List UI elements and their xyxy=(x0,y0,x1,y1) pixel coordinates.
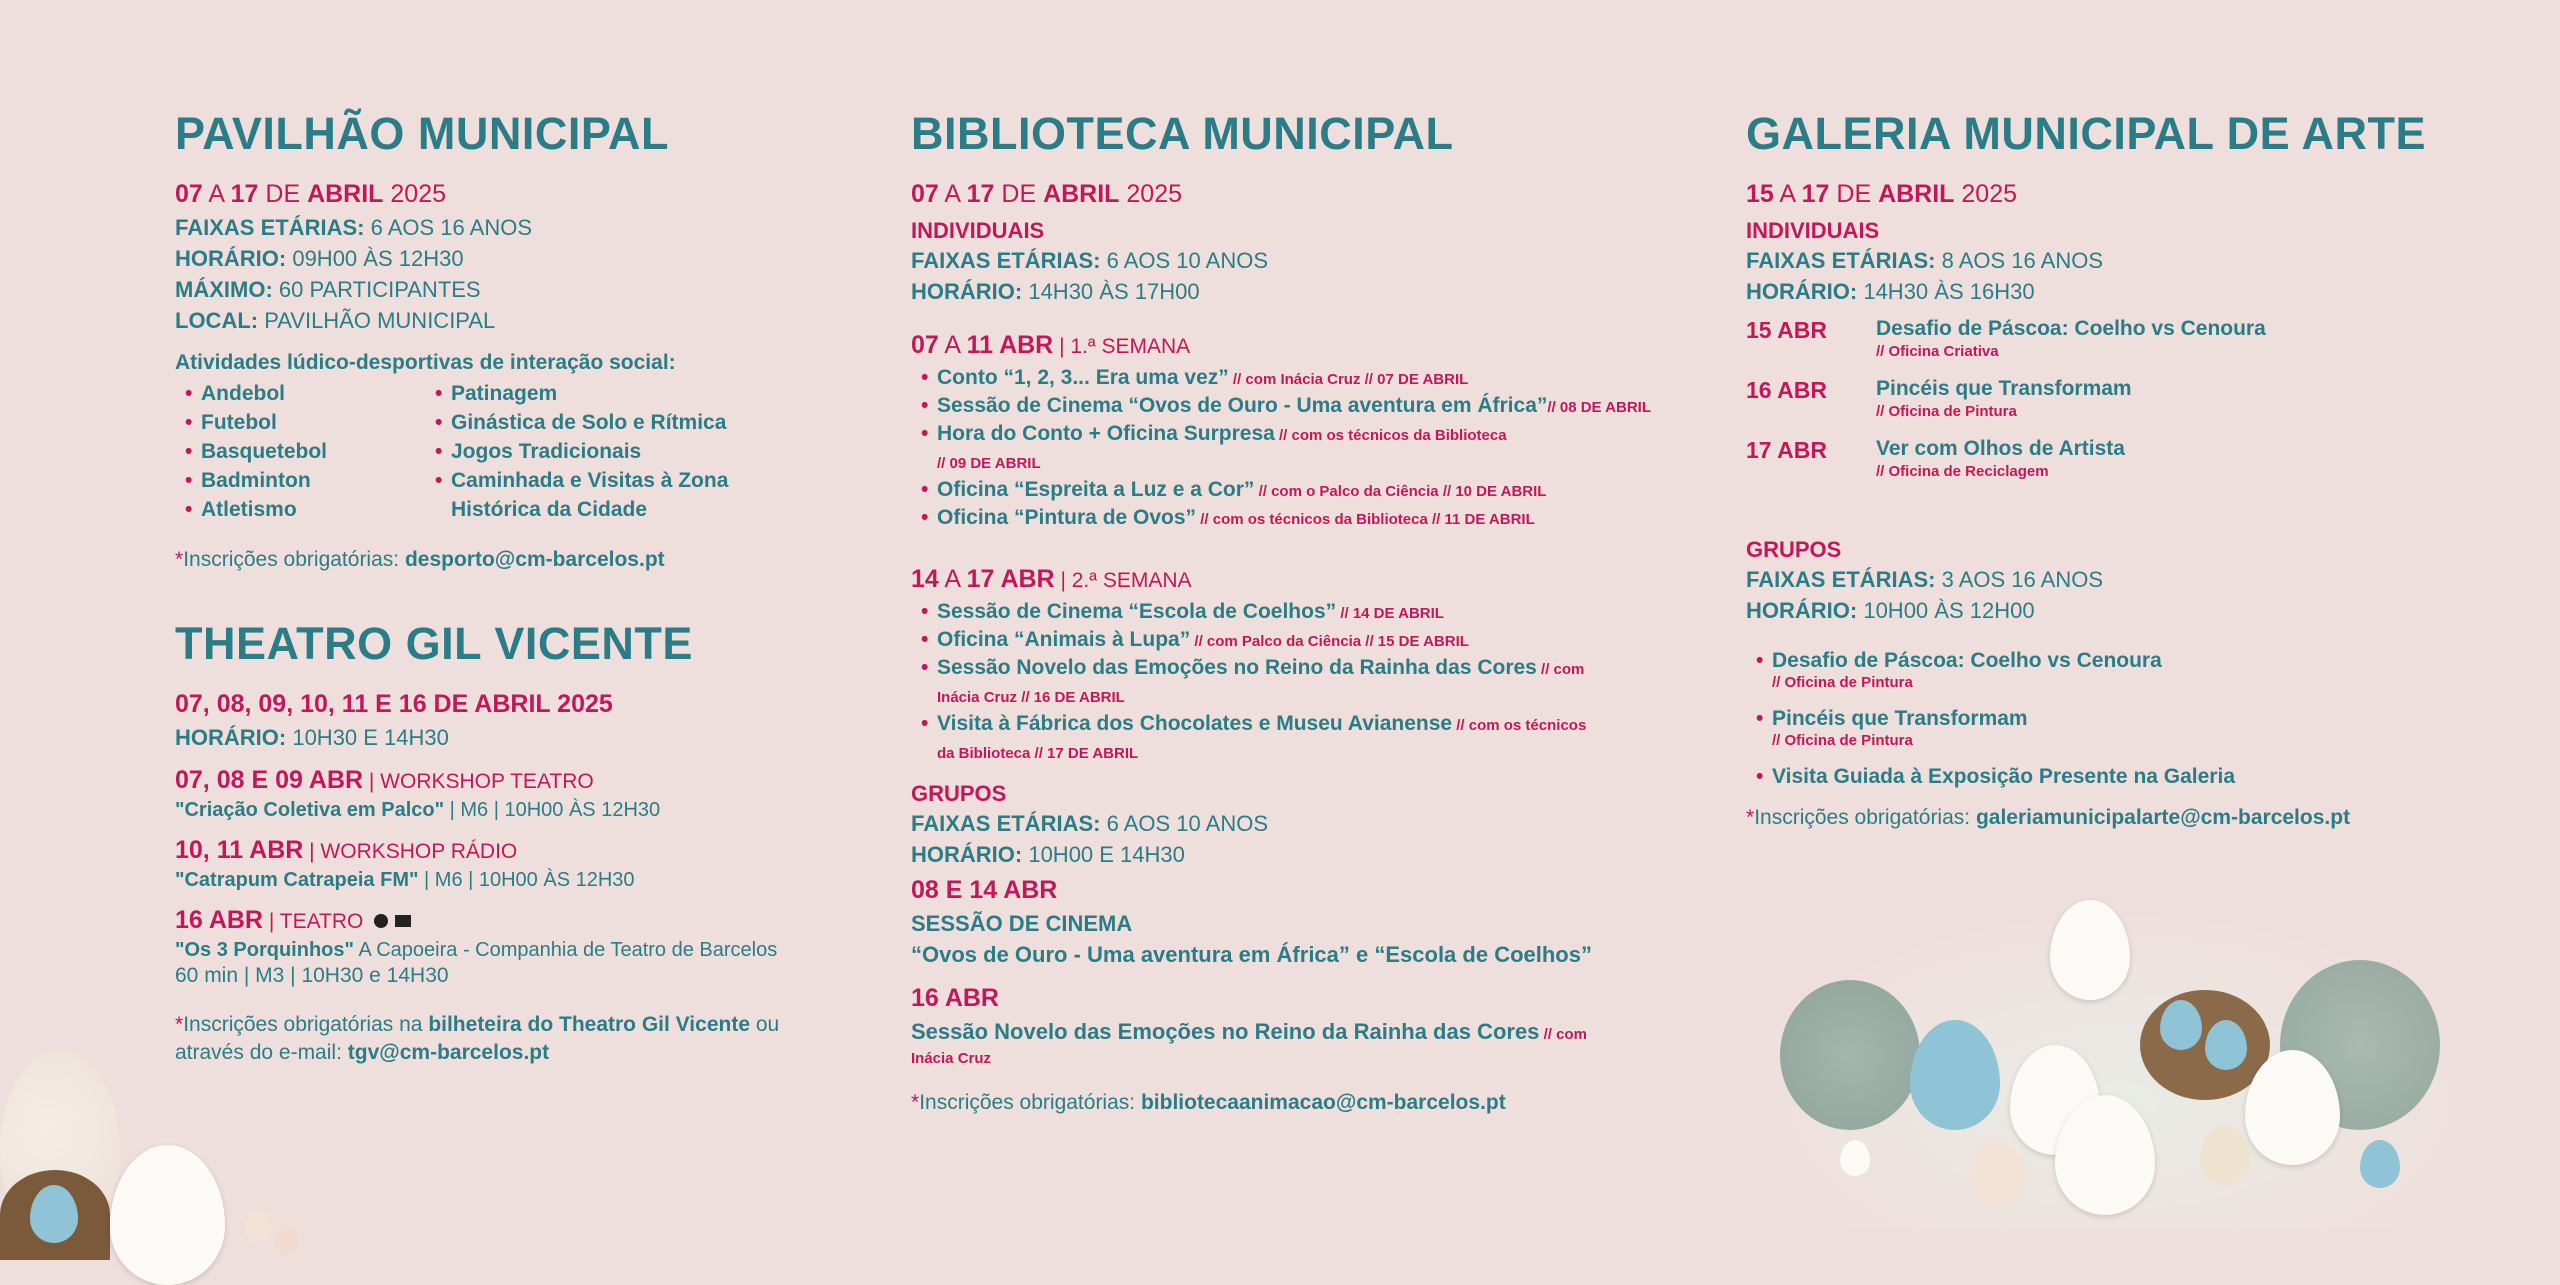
galeria-activity xyxy=(1746,375,2446,421)
theatro-inscricoes: *Inscrições obrigatórias na bilheteira do Theatro Gil Vicente ou através do e-mail: tgv@cm-barcelos.pt xyxy=(175,1013,780,1064)
activity-date: 16 ABR xyxy=(1746,377,1827,403)
novelo-date: 16 ABR xyxy=(911,984,999,1012)
grupo-activity xyxy=(1756,648,2446,692)
sport-item: • Andebol xyxy=(185,379,425,408)
activity-title: Visita Guiada à Exposição Presente na Galeria xyxy=(1772,765,2235,788)
accessibility-icon xyxy=(374,914,388,928)
activity-title: Desafio de Páscoa: Coelho vs Cenoura xyxy=(1772,649,2162,672)
sport-item: • Ginástica de Solo e Rítmica xyxy=(435,408,728,437)
grupo-activity xyxy=(1756,706,2446,750)
activity-item xyxy=(921,711,1651,767)
activity-detail: // Oficina de Pintura xyxy=(1876,403,2017,420)
sport-item: • Atletismo xyxy=(185,495,425,524)
activity-title: Pincéis que Transformam xyxy=(1876,377,2132,400)
pavilhao-column xyxy=(175,108,875,1067)
activity-item xyxy=(921,627,1651,655)
sport-item: • Patinagem xyxy=(435,379,728,408)
sports-list xyxy=(175,379,875,524)
activity-item xyxy=(921,505,1651,533)
novelo-sub: Inácia Cruz xyxy=(911,1050,992,1067)
white-gold-egg xyxy=(110,1145,225,1285)
small-egg xyxy=(1840,1140,1870,1176)
activity-detail: // Oficina Criativa xyxy=(1876,343,1999,360)
activity-title: Pincéis que Transformam xyxy=(1772,707,2028,730)
activity-title: Desafio de Páscoa: Coelho vs Cenoura xyxy=(1876,317,2266,340)
blue-egg xyxy=(30,1185,78,1243)
teatro-heading: 16 ABR | TEATRO xyxy=(175,905,875,937)
pavilhao-horario: HORÁRIO: 09H00 ÀS 12H30 xyxy=(175,246,464,271)
activity-detail-2: da Biblioteca // 17 DE ABRIL xyxy=(937,745,1139,762)
activity-detail: // com Inácia Cruz // 07 DE ABRIL xyxy=(1228,371,1469,388)
activity-item xyxy=(921,655,1651,711)
galeria-activity xyxy=(1746,435,2446,481)
leaves-decoration xyxy=(1780,980,1920,1130)
activity-item xyxy=(921,599,1651,627)
activity-item xyxy=(921,393,1651,421)
biblioteca-title: BIBLIOTECA MUNICIPAL xyxy=(911,108,1454,159)
sport-item: • Futebol xyxy=(185,408,425,437)
galeria-grupos-list xyxy=(1746,648,2446,790)
activity-detail: // com os técnicos da Biblioteca // 11 DE ABRIL xyxy=(1196,511,1535,528)
teatro-details: "Os 3 Porquinhos" A Capoeira - Companhia de Teatro de Barcelos xyxy=(175,939,778,961)
pavilhao-local: LOCAL: PAVILHÃO MUNICIPAL xyxy=(175,308,496,333)
activity-detail: // com os técnicos xyxy=(1452,717,1587,734)
galeria-g-faixas: FAIXAS ETÁRIAS: 3 AOS 16 ANOS xyxy=(1746,567,2104,592)
activity-detail: // com Palco da Ciência // 15 DE ABRIL xyxy=(1190,633,1469,650)
theatro-title: THEATRO GIL VICENTE xyxy=(175,618,693,669)
activity-detail: // 08 DE ABRIL xyxy=(1547,399,1652,416)
galeria-activity xyxy=(1746,315,2446,361)
activity-detail-2: // 09 DE ABRIL xyxy=(937,455,1041,472)
activity-detail: // com os técnicos da Biblioteca xyxy=(1274,427,1507,444)
small-egg xyxy=(275,1225,299,1255)
pavilhao-faixas: FAIXAS ETÁRIAS: 6 AOS 16 ANOS xyxy=(175,215,533,240)
activity-title: Oficina “Pintura de Ovos” xyxy=(937,506,1197,529)
galeria-email-link[interactable]: galeriamunicipalarte@cm-barcelos.pt xyxy=(1975,806,2351,829)
workshop-teatro-details: "Criação Coletiva em Palco" | M6 | 10H00 ÀS 12H30 xyxy=(175,799,661,821)
theatro-horario: HORÁRIO: 10H30 E 14H30 xyxy=(175,725,449,750)
theatro-email-link[interactable]: tgv@cm-barcelos.pt xyxy=(347,1041,550,1064)
activity-title: Oficina “Animais à Lupa” xyxy=(937,628,1191,651)
biblioteca-horario: HORÁRIO: 14H30 ÀS 17H00 xyxy=(911,279,1200,304)
blue-egg xyxy=(2160,1000,2202,1050)
activity-body xyxy=(1876,435,2125,481)
blue-egg xyxy=(2360,1140,2400,1188)
activity-title: Ver com Olhos de Artista xyxy=(1876,437,2125,460)
grupo-activity xyxy=(1756,764,2446,790)
activity-title: Conto “1, 2, 3... Era uma vez” xyxy=(937,366,1229,389)
galeria-faixas: FAIXAS ETÁRIAS: 8 AOS 16 ANOS xyxy=(1746,248,2104,273)
easter-eggs-image-right xyxy=(1740,870,2500,1249)
pavilhao-maximo: MÁXIMO: 60 PARTICIPANTES xyxy=(175,277,481,302)
sport-item: • Basquetebol xyxy=(185,437,425,466)
small-egg xyxy=(245,1210,271,1242)
activity-detail: // Oficina de Pintura xyxy=(1772,732,1913,749)
blue-egg xyxy=(2205,1020,2247,1070)
galeria-dates: 15 A 17 DE ABRIL 2025 xyxy=(1746,180,2018,208)
biblioteca-inscricoes: *Inscrições obrigatórias: bibliotecaanimacao@cm-barcelos.pt xyxy=(911,1091,1506,1114)
biblioteca-g-horario: HORÁRIO: 10H00 E 14H30 xyxy=(911,842,1185,867)
semana2-heading: 14 A 17 ABR | 2.ª SEMANA xyxy=(911,565,1192,593)
workshop-teatro-heading: 07, 08 E 09 ABR | WORKSHOP TEATRO xyxy=(175,766,594,794)
activity-title: Sessão de Cinema “Escola de Coelhos” xyxy=(937,600,1337,623)
biblioteca-dates: 07 A 17 DE ABRIL 2025 xyxy=(911,180,1183,208)
galeria-horario: HORÁRIO: 14H30 ÀS 16H30 xyxy=(1746,279,2035,304)
atividades-title: Atividades lúdico-desportivas de interação social: xyxy=(175,351,676,374)
activity-title: Hora do Conto + Oficina Surpresa xyxy=(937,422,1275,445)
sport-item: • Caminhada e Visitas à Zona xyxy=(435,466,728,495)
semana1-list xyxy=(911,365,1651,533)
activity-title: Visita à Fábrica dos Chocolates e Museu Avianense xyxy=(937,712,1453,735)
cinema-title: SESSÃO DE CINEMA xyxy=(911,911,1133,936)
galeria-g-horario: HORÁRIO: 10H00 ÀS 12H00 xyxy=(1746,598,2035,623)
activity-detail: // 14 DE ABRIL xyxy=(1336,605,1444,622)
semana1-heading: 07 A 11 ABR | 1.ª SEMANA xyxy=(911,331,1191,359)
semana2-list xyxy=(911,599,1651,767)
activity-detail-2: Inácia Cruz // 16 DE ABRIL xyxy=(937,689,1125,706)
novelo-desc: Sessão Novelo das Emoções no Reino da Rainha das Cores // com xyxy=(911,1019,1587,1044)
activity-item xyxy=(921,421,1651,477)
sport-item-continuation: Histórica da Cidade xyxy=(451,498,648,521)
galeria-column xyxy=(1746,108,2446,832)
easter-eggs-image-left xyxy=(0,1010,320,1249)
sign-language-icon xyxy=(395,915,411,927)
sport-item: • Jogos Tradicionais xyxy=(435,437,728,466)
pavilhao-email-link[interactable]: desporto@cm-barcelos.pt xyxy=(404,548,665,571)
biblioteca-g-faixas: FAIXAS ETÁRIAS: 6 AOS 10 ANOS xyxy=(911,811,1269,836)
activity-body xyxy=(1876,375,2132,421)
pavilhao-dates: 07 A 17 DE ABRIL 2025 xyxy=(175,180,447,208)
galeria-inscricoes: *Inscrições obrigatórias: galeriamunicipalarte@cm-barcelos.pt xyxy=(1746,806,2351,829)
galeria-title: GALERIA MUNICIPAL DE ARTE xyxy=(1746,108,2427,159)
biblioteca-individuais: INDIVIDUAIS xyxy=(911,218,1045,243)
biblioteca-grupos: GRUPOS xyxy=(911,781,1007,806)
biblioteca-column xyxy=(911,108,1651,1117)
biblioteca-email-link[interactable]: bibliotecaanimacao@cm-barcelos.pt xyxy=(1140,1091,1506,1114)
activity-date: 15 ABR xyxy=(1746,317,1827,343)
pavilhao-title: PAVILHÃO MUNICIPAL xyxy=(175,108,669,159)
activity-title: Oficina “Espreita a Luz e a Cor” xyxy=(937,478,1255,501)
workshop-radio-heading: 10, 11 ABR | WORKSHOP RÁDIO xyxy=(175,836,518,864)
cinema-desc: “Ovos de Ouro - Uma aventura em África” e “Escola de Coelhos” xyxy=(911,942,1592,967)
activity-item xyxy=(921,365,1651,393)
pavilhao-inscricoes: *Inscrições obrigatórias: desporto@cm-barcelos.pt xyxy=(175,548,665,571)
speckled-egg xyxy=(2200,1125,2250,1185)
galeria-activities xyxy=(1746,315,2446,481)
cinema-date: 08 E 14 ABR xyxy=(911,876,1058,904)
sport-item: • Badminton xyxy=(185,466,425,495)
activity-detail: // Oficina de Pintura xyxy=(1772,674,1913,691)
activity-title: Sessão de Cinema “Ovos de Ouro - Uma aventura em África” xyxy=(937,394,1548,417)
activity-date: 17 ABR xyxy=(1746,437,1827,463)
theatro-dates: 07, 08, 09, 10, 11 E 16 DE ABRIL 2025 xyxy=(175,690,613,718)
biblioteca-faixas: FAIXAS ETÁRIAS: 6 AOS 10 ANOS xyxy=(911,248,1269,273)
activity-body xyxy=(1876,315,2266,361)
galeria-grupos: GRUPOS xyxy=(1746,537,1842,562)
activity-detail: // com o Palco da Ciência // 10 DE ABRIL xyxy=(1254,483,1547,500)
activity-detail: // com xyxy=(1536,661,1585,678)
workshop-radio-details: "Catrapum Catrapeia FM" | M6 | 10H00 ÀS 12H30 xyxy=(175,869,635,891)
teatro-details-2: 60 min | M3 | 10H30 e 14H30 xyxy=(175,964,449,987)
activity-item xyxy=(921,477,1651,505)
galeria-individuais: INDIVIDUAIS xyxy=(1746,218,1880,243)
activity-title: Sessão Novelo das Emoções no Reino da Rainha das Cores xyxy=(937,656,1537,679)
activity-detail: // Oficina de Reciclagem xyxy=(1876,463,2049,480)
